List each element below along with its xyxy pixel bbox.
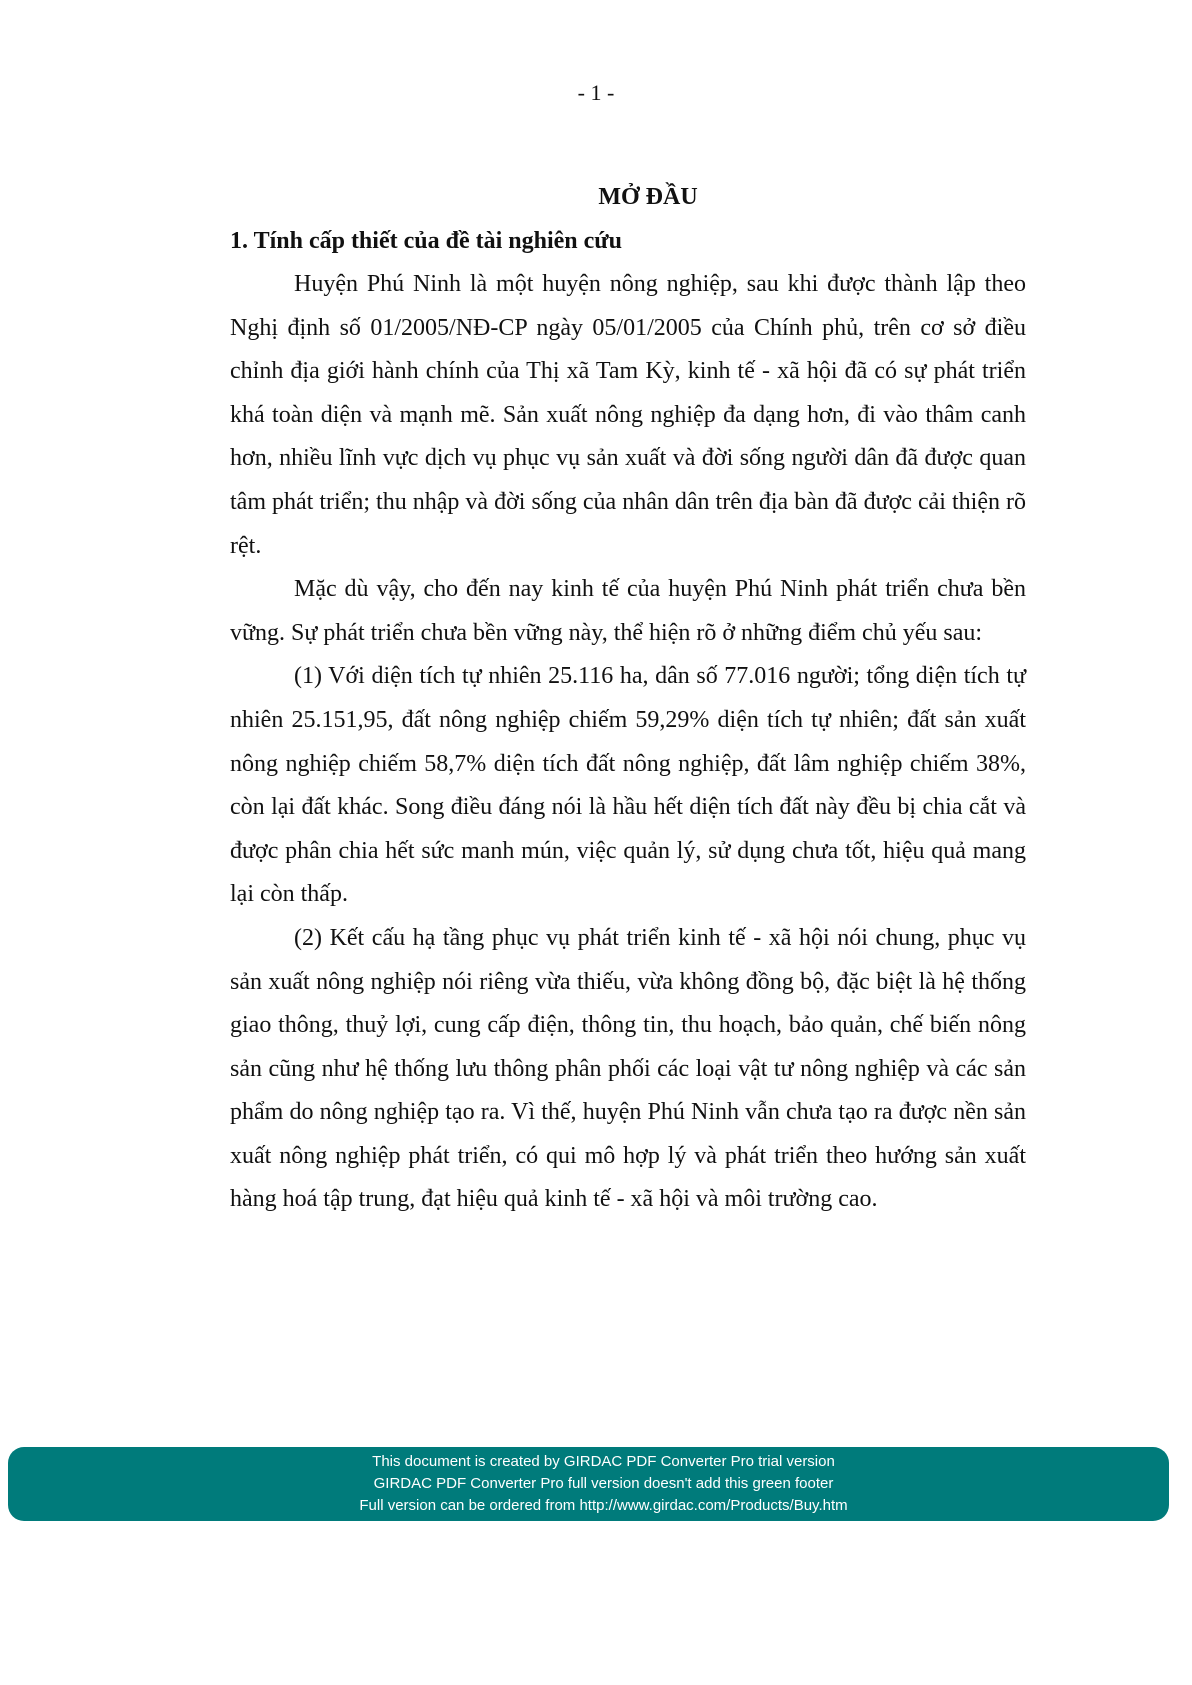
paragraph-intro: Huyện Phú Ninh là một huyện nông nghiệp, sau khi được thành lập theo Nghị định số 01/2005/NĐ-CP ngày 05/01/2005 của Chính phủ, trên cơ sở điều chỉnh địa giới hành chính của Thị xã Tam Kỳ, kinh tế - xã hội đã có sự phát triển khá toàn diện và mạnh mẽ. Sản xuất nông nghiệp đa dạng hơn, đi vào thâm canh hơn, nhiều lĩnh vực dịch vụ phục vụ sản xuất và đời sống người dân đã được quan tâm phát triển; thu nhập và đời sống của nhân dân trên địa bàn đã được cải thiện rõ rệt. [230, 271, 1026, 559]
paragraph-point-1: (1) Với diện tích tự nhiên 25.116 ha, dân số 77.016 người; tổng diện tích tự nhiên 25.151,95, đất nông nghiệp chiếm 59,29% diện tích tự nhiên; đất sản xuất nông nghiệp chiếm 58,7% diện tích đất nông nghiệp, đất lâm nghiệp chiếm 38%, còn lại đất khác. Song điều đáng nói là hầu hết diện tích đất này đều bị chia cắt và được phân chia hết sức manh mún, việc quản lý, sử dụng chưa tốt, hiệu quả mang lại còn thấp. [230, 663, 1026, 908]
document-title: MỞ ĐẦU [598, 184, 698, 210]
section-heading: 1. Tính cấp thiết của đề tài nghiên cứu [230, 228, 623, 254]
trial-version-footer [8, 1447, 1169, 1521]
footer-line-3: Full version can be ordered from http://www.girdac.com/Products/Buy.htm [359, 1497, 848, 1514]
footer-line-1: This document is created by GIRDAC PDF Converter Pro trial version [372, 1453, 835, 1470]
footer-line-2: GIRDAC PDF Converter Pro full version doesn't add this green footer [373, 1475, 834, 1492]
paragraph-point-2: (2) Kết cấu hạ tầng phục vụ phát triển kinh tế - xã hội nói chung, phục vụ sản xuất nông nghiệp nói riêng vừa thiếu, vừa không đồng bộ, đặc biệt là hệ thống giao thông, thuỷ lợi, cung cấp điện, thông tin, thu hoạch, bảo quản, chế biến nông sản cũng như hệ thống lưu thông phân phối các loại vật tư nông nghiệp và các sản phẩm do nông nghiệp tạo ra. Vì thế, huyện Phú Ninh vẫn chưa tạo ra được nền sản xuất nông nghiệp phát triển, có qui mô hợp lý và phát triển theo hướng sản xuất hàng hoá tập trung, đạt hiệu quả kinh tế - xã hội và môi trường cao. [230, 924, 1026, 1213]
document-body [230, 175, 1026, 1222]
page-number: - 1 - [577, 80, 615, 105]
paragraph-however: Mặc dù vậy, cho đến nay kinh tế của huyện Phú Ninh phát triển chưa bền vững. Sự phát triển chưa bền vững này, thể hiện rõ ở những điểm chủ yếu sau: [230, 576, 1026, 646]
